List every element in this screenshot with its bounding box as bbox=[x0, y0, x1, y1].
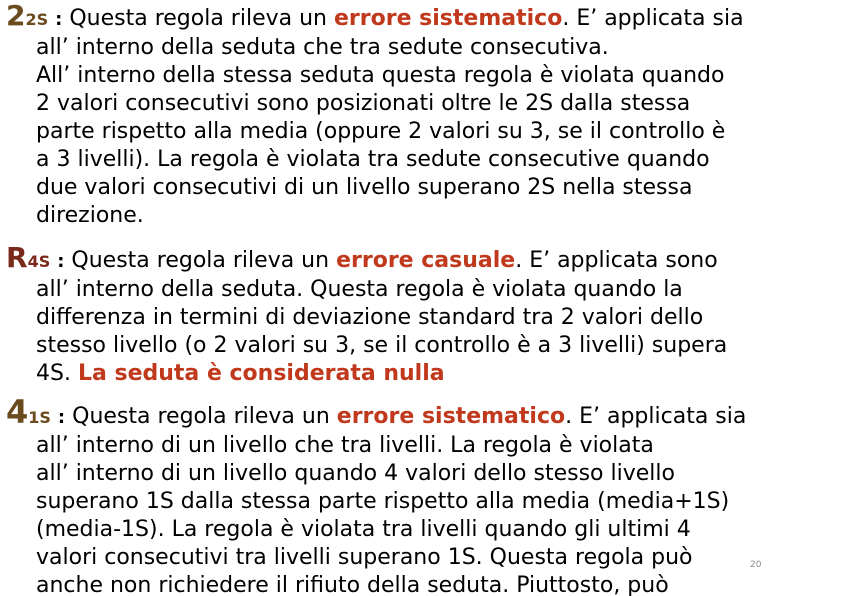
rule-4-1s bbox=[0, 393, 842, 596]
rule-r-4s bbox=[0, 241, 842, 388]
body-line: a 3 livelli). La regola è violata tra sedute consecutive quando bbox=[36, 147, 710, 172]
rule-code: R4S bbox=[6, 241, 51, 274]
rule-body bbox=[0, 432, 842, 596]
body-line: All’ interno della stessa seduta questa regola è violata quando bbox=[36, 63, 725, 88]
body-line: stesso livello (o 2 valori su 3, se il controllo è a 3 livelli) supera bbox=[36, 333, 728, 358]
body-line: 2 valori consecutivi sono posizionati oltre le 2S dalla stessa bbox=[36, 91, 691, 116]
rule-2-2s bbox=[0, 2, 842, 230]
body-line: differenza in termini di deviazione standard tra 2 valori dello bbox=[36, 305, 704, 330]
rule-intro: Questa regola rileva un bbox=[69, 6, 327, 31]
body-line-last: 4S. La seduta è considerata nulla bbox=[36, 361, 445, 386]
rule-intro: Questa regola rileva un bbox=[72, 404, 330, 429]
rule-tail: . E’ applicata sono bbox=[515, 248, 718, 273]
body-line: parte rispetto alla media (oppure 2 valori su 3, se il controllo è bbox=[36, 119, 726, 144]
rule-tail: . E’ applicata sia bbox=[565, 404, 747, 429]
body-line: all’ interno della seduta che tra sedute consecutiva. bbox=[36, 35, 609, 60]
rule-heading bbox=[0, 241, 842, 276]
error-type: errore casuale bbox=[336, 248, 516, 273]
body-line: all’ interno di un livello che tra livelli. La regola è violata bbox=[36, 433, 654, 458]
error-type: errore sistematico bbox=[336, 404, 566, 429]
rule-tail: . E’ applicata sia bbox=[562, 6, 744, 31]
body-line: valori consecutivi tra livelli superano 1S. Questa regola può bbox=[36, 545, 693, 570]
rule-body bbox=[0, 34, 842, 230]
body-line: due valori consecutivi di un livello superano 2S nella stessa bbox=[36, 175, 693, 200]
null-session-warning: La seduta è considerata nulla bbox=[77, 361, 445, 386]
rule-colon: : bbox=[57, 251, 65, 272]
rule-colon: : bbox=[55, 9, 63, 30]
rule-colon: : bbox=[57, 407, 66, 428]
rule-code: 22S bbox=[6, 0, 49, 32]
page-number: 20 bbox=[750, 560, 762, 570]
body-line: superano 1S dalla stessa parte rispetto alla media (media+1S) bbox=[36, 489, 730, 514]
rule-heading bbox=[0, 2, 842, 34]
body-line: direzione. bbox=[36, 203, 144, 228]
rule-code: 41S bbox=[6, 393, 51, 431]
body-line: (media-1S). La regola è violata tra livelli quando gli ultimi 4 bbox=[36, 517, 691, 542]
rule-body bbox=[0, 276, 842, 388]
rule-intro: Questa regola rileva un bbox=[71, 248, 330, 273]
rule-heading bbox=[0, 393, 842, 432]
body-line: anche non richiedere il rifiuto della seduta. Piuttosto, può bbox=[36, 573, 669, 596]
error-type: errore sistematico bbox=[334, 6, 563, 31]
body-line: all’ interno di un livello quando 4 valori dello stesso livello bbox=[36, 461, 675, 486]
body-line: all’ interno della seduta. Questa regola è violata quando la bbox=[36, 277, 683, 302]
